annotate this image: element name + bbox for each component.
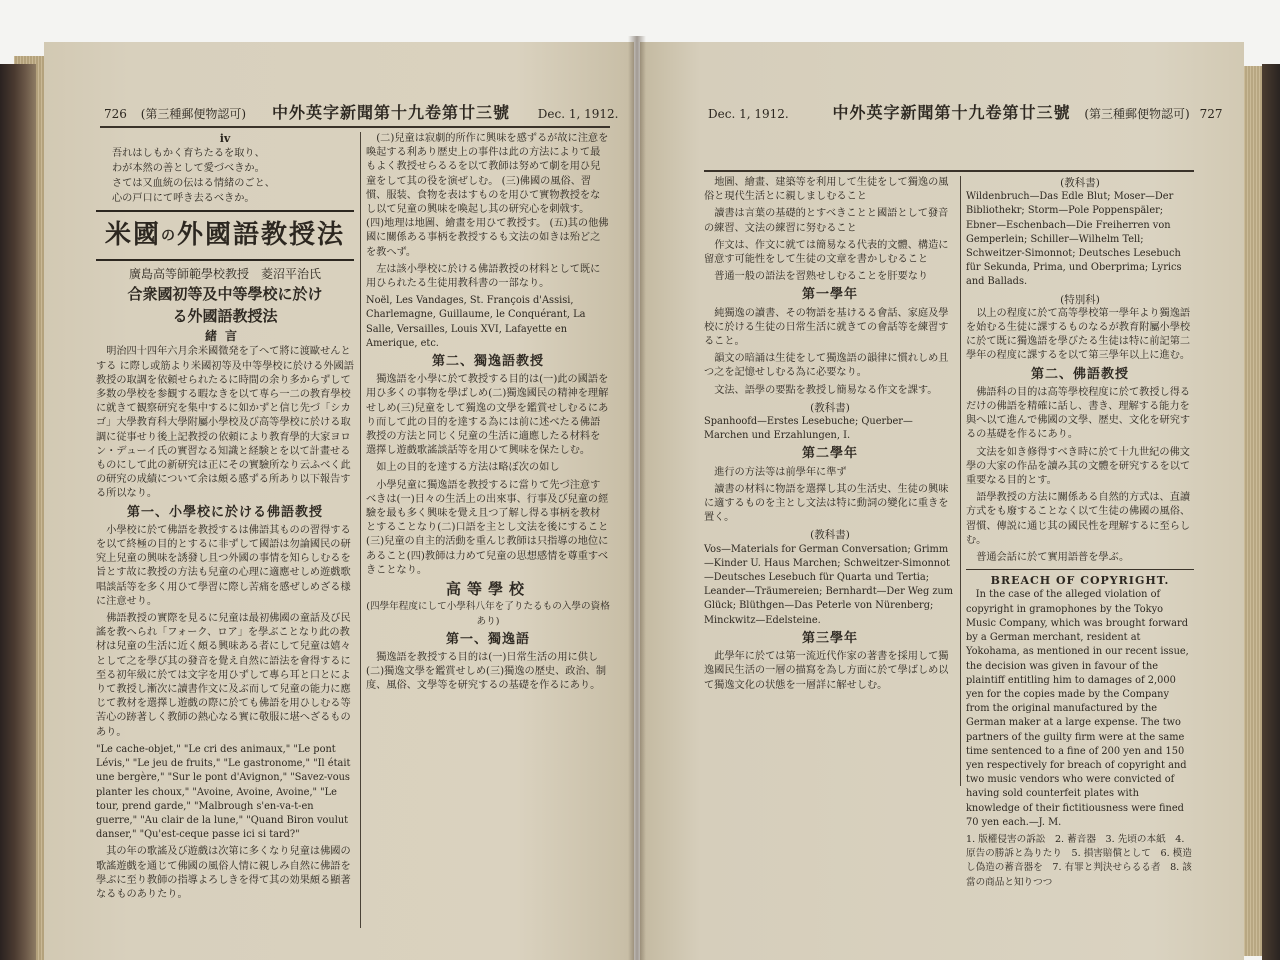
paragraph: 讀書の材料に物語を選擇し其の生活史、生徒の興味に適するものを主とし文法は特に動詞の變化に重きを置く。 <box>704 483 949 524</box>
article-title <box>96 210 354 261</box>
paragraph: 地圖、繪畫、建築等を利用して生徒をして獨逸の風俗と現代生活とに親しましむること <box>704 177 949 203</box>
subtitle-line-1: 合衆國初等及中等學校に於け <box>127 285 323 304</box>
paragraph: 純獨逸の讀書、その物語を基けるる會話、家庭及學校に於ける生徒の日常生活に就きての會話等を練習すること。 <box>704 307 949 348</box>
left-column-2 <box>366 132 610 940</box>
right-column-2 <box>966 176 1194 888</box>
textbook-heading: (教科書) <box>1060 177 1100 189</box>
book-gutter <box>628 36 646 960</box>
section-heading: 第一、獨逸語 <box>445 631 530 647</box>
left-column-divider <box>360 132 361 928</box>
right-page-header <box>708 102 1223 124</box>
title-part2: 外國語教授法 <box>177 220 346 251</box>
section-heading: 第一、小學校に於ける佛語教授 <box>126 504 323 520</box>
section-heading: 第二、獨逸語教授 <box>431 354 544 370</box>
title-particle: の <box>161 228 177 245</box>
right-column-divider <box>960 176 961 786</box>
textbook-heading: (教科書) <box>810 401 850 414</box>
breach-paragraph: In the case of the alleged violation of copyright in gramophones by the Tokyo Music Company, which was brought forward by a German merchant, resident at Yokohama, as mentioned in our recent issue, the decision was given in favour of the plaintiff entitling him to damages of 2,000 yen for the copies made by the Company from the original manufactured by the German maker at a large expense. The two partners of the guilty firm were at the same time sentenced to a fine of 200 yen and 150 yen respectively for breach of copyright and two music vendors who were convicted of having sold counterfeit plates with knowledge of their fictitiousness were fined 70 yen each.—J. M. <box>966 589 1189 828</box>
french-songs-list: "Le cache-objet," "Le cri des animaux," "Le pont Lévis," "Le jeu de fruits," "Le gastronome," "Il était une bergère," "Sur le pont d'Avignon," "Savez-vous planter les choux," "Avoine, Avoine, Avoine," "Le tour, prend garde," "Malbrough s'en-va-t-en guerre," "Au clair de la lune," "Quand Biron voulut danser," "Qu'est-ceque passe ici si tard?" <box>96 743 351 841</box>
paragraph: 如上の目的を達する方法は略ぼ次の如し <box>376 462 560 474</box>
french-readers-list: Noël, Les Vandages, St. François d'Assisi, Charlemagne, Guillaume, le Conquérant, La Salle, Versailles, Louis XVI, Lafayette en Amerique, etc. <box>366 295 586 349</box>
subtitle-line-2: る外國語教授法 <box>172 307 278 326</box>
paragraph: 佛語教授の實際を見るに兒童は最初佛國の童話及び民謠を教へられ「フォーク、ロア」を學ぶことなり此の教材は兒童の生活に近く頗る興味ある者にして兒童は嬉々として之を學び其の發音を覺え自然に語法を會得するに至る初年級に於ては文字を用ひずして專ら耳と口とによりて教授し漸次に讀書作文に及ぶ而して兒童の能力に應じて教材を選擇し遊戲の際に於ても佛語を用ひしむる等苦心の跡著しく教師の熱心なる實に敬服に堪へざるものあり。 <box>96 613 351 738</box>
paragraph: 小學校に於て佛語を教授するは佛語其ものの習得するを以て終極の目的とするに非ずして國語は勿論國民の研究上兒童の興味を誘發し且つ外國の事情を知らしむるを旨とす故に教授の方法も兒童の心理に適應せしめ遊戲歌唱談話等を多く用ひて學習に際し苦痛を感ぜしめざる様に注意せり。 <box>96 524 351 607</box>
paragraph: 普通会話に於て實用語普を學ぶ。 <box>976 552 1130 564</box>
paragraph: 左は該小學校に於ける佛語教授の材料として既に用ひられたる生徒用教科書の一部なり。 <box>366 263 601 290</box>
intro-paragraph: 明治四十四年六月余米國微発を了へて將に渡歐せんとする に際し或筋より米國初等及中等學校に於ける外國語教授の取調を依頼せられたるに時間の余り多からずして多数の學校を参観する暇なきを以て専ら一二の教育學校に就きて観察研究を集中するに如かずと信じ先づ「シカゴ」大學教育科大學附屬小學校及び高等學校に於ける取調に従事せり後上記教授の依頼により教育學的大家ヨロン・デューイ氏の實習なる知識と経験とを以て計畫せるものにして此の新研究は正にその實驗所なり云ふべく此の研究の成績について余は頗る感ずる所あり以下報告する所以なり。 <box>96 346 354 500</box>
section-heading: 第一學年 <box>801 287 858 303</box>
right-journal-title: 中外英字新聞第十九卷第廿三號 <box>832 103 1071 122</box>
textbook-heading: (教科書) <box>810 529 850 542</box>
textbook-list: Vos—Materials for German Conversation; Grimm—Kinder U. Haus Marchen; Schweitzer-Simonnot—Deutsches Lesebuch für Quarta und Tertia; Leander—Träumereien; Bernhardt—Der Weg zum Glück; Blüthgen—Das Peterle von Nürenberg; Minckwitz—Edelsteine. <box>704 543 954 626</box>
left-page-number: 726 <box>104 107 127 121</box>
poem-line: わが本然の善として愛づべきか。 <box>112 163 265 175</box>
poem-marker: iv <box>219 132 231 145</box>
section-heading: 第二、佛語教授 <box>1030 366 1129 382</box>
left-column-1 <box>96 132 354 940</box>
textbook-list: Wildenbruch—Das Edle Blut; Moser—Der Bibliothekr; Storm—Pole Poppenspäler; Ebner—Eschenbach—Die Freiherren von Gemperlein; Schiller—Wilhelm Tell; Schweitzer-Simonnot; Deutsches Lesebuch für Sekunda, Prima, und Oberprima; Lyrics and Ballads. <box>966 191 1182 288</box>
paragraph: 文法、語學の要點を教授し簡易なる作文を課す。 <box>714 384 938 396</box>
right-page-number: 727 <box>1199 107 1223 121</box>
right-column-1 <box>704 176 956 776</box>
section-heading: 第二學年 <box>801 446 858 462</box>
paragraph: 作文は、作文に就ては簡易なる代表的文體、構造に留意す可能性をして生徒の文章を書かしむること <box>704 239 949 266</box>
section-heading: 高等學校 <box>445 580 530 599</box>
paragraph: 進行の方法等は前學年に準ず <box>714 466 847 478</box>
paragraph: 文法を如き修得すべき時に於て十九世紀の佛文學の大家の作品を讀み其の文體を研究するを以て重要なる目的とす。 <box>966 446 1191 487</box>
textbook-list: Spanhoofd—Erstes Lesebuche; Querber—Marchen und Erzahlungen, I. <box>704 416 913 442</box>
left-date: Dec. 1, 1912. <box>537 107 619 121</box>
poem <box>96 146 354 206</box>
paragraph: 韻文の暗誦は生徒をして獨逸語の韻律に慣れしめ且つ之を記憶せしむる為に必要なり。 <box>704 353 949 379</box>
paragraph: 普通一般の語法を習熟せしむることを肝要なり <box>714 271 929 283</box>
byline: 廣島高等師範學校教授 菱沼平治氏 <box>128 267 321 282</box>
paragraph: 獨逸語を小學に於て教授する目的は(一)此の國語を用ひ多くの事物を學ばしめ(二)獨逸國民の精神を理解せしめ(三)兒童をして獨逸の文學を鑑賞せしむるにあり而して此の目的を達する為には前に述べたる佛語教授の方法と同じく兒童の生活に適應したる材料を選擇し遊戲歌謠談話等を用ひて興味を保たしむ。 <box>366 374 609 457</box>
right-header-rule <box>704 170 1194 172</box>
breach-title: BREACH OF COPYRIGHT. <box>990 574 1170 588</box>
admission-note: (四學年程度にして小學科八年を了りたるもの入學の資格あり) <box>366 601 610 627</box>
paragraph: 其の年の歌謠及び遊戲は次第に多くなり兒童は佛國の歌謠遊戲を通じて佛國の風俗人情に親しみ自然に佛語を學ぶに至り教師の指導よろしきを得て其の効果頗る顯著なるものありたり。 <box>96 846 351 900</box>
left-journal-title: 中外英字新聞第十九卷第廿三號 <box>271 103 510 122</box>
poem-line: さては又血統の伝はる情緒のごと、 <box>112 178 275 190</box>
paragraph: 佛語科の目的は高等學校程度に於て教授し得るだけの佛語を精確に話し、書き、理解する能力を與へ以て進んで佛國の文學、歴史、文化を研究するの基礎を作るにあり。 <box>966 386 1191 441</box>
right-cover <box>1262 64 1280 960</box>
poem-line: 心の戸口にて呼き去るべきか。 <box>112 193 255 205</box>
poem-line: 吾れはしもかく育ちたるを取り、 <box>112 148 265 160</box>
paragraph: 獨逸語を教授する目的は(一)日常生活の用に供し(二)獨逸文學を鑑賞せしめ(三)獨逸の歴史、政治、制度、風俗、文學等を研究するの基礎を作るにあり。 <box>366 651 607 692</box>
paragraph: 讀書は言葉の基礎的とすべきことと國語として發音の練習、文法の練習に努むること <box>704 208 949 234</box>
left-permit: (第三種郵便物認可) <box>140 107 247 121</box>
paragraph: 語學教授の方法に關係ある自然的方式は、直讀方式をも廢することなく以て生徒の佛國の風俗、習慣、傳説に通じ其の國民性を理解するに至らしむ。 <box>966 492 1191 546</box>
paragraph: 此學年に於ては第一流近代作家の著書を採用して獨逸國民生活の一層の描寫を為し方面に於て學ばしめ以て獨逸文化の状態を一層詳に解せしむ。 <box>704 651 949 691</box>
paragraph: 小學兒童に獨逸語を教授するに當りて先づ注意すべきは(一)日々の生活上の出來事、行事及び兒童の經驗を最も多く興味を覺え且つ了解し得る事柄を教材とすることなり(二)口語を主とし文法を後にすること(三)兒童の自主的活動を重んじ教師は只指導の地位にあること(四)教師は力めて兒童の思想感情を尊重すべきことなり。 <box>366 479 609 576</box>
special-course-heading: (特別科) <box>1060 293 1100 306</box>
vocabulary-notes: 1. 版權侵害の訴訟 2. 蓄音器 3. 先頃の本紙 4. 原告の勝訴と為りたり 5. 損害賠償として 6. 模造し偽造の蓄音器を 7. 有罪と判決せらるる者 8. 該當の商品と知りつつ <box>966 833 1192 888</box>
paragraph: (二)兒童は寂劇的所作に興味を感ずるが故に注意を喚起する利あり歴史上の事件は此の方法によりて最もよく教授せらるるを以て教師は努めて劇を用ひ兒童をして其の役を演ぜしむ。 (三)佛國の風俗、習慣、服装、食物を表はすものを用ひて實物教授をなし以て兒童の興味を喚起し其の研究心を刺戟す。 (四)地理は地圖、繪畫を用ひて教授す。 (五)其の他佛國に關係ある事柄を教授するも文法の如きは殆ど之を教へず。 <box>366 133 609 258</box>
section-heading: 第三學年 <box>801 630 858 646</box>
left-cover <box>0 64 36 960</box>
preface-heading: 緒言 <box>204 329 245 344</box>
left-page-header <box>104 102 619 124</box>
left-header-rule <box>100 126 610 128</box>
right-date: Dec. 1, 1912. <box>708 107 789 121</box>
right-permit: (第三種郵便物認可) <box>1084 107 1190 121</box>
title-part1: 米國 <box>104 220 161 251</box>
paragraph: 以上の程度に於て高等學校第一學年より獨逸語を始むる生徒に課するものなるが教育附屬小學校に於て既に獨逸語を學びたる生徒は特に前記第二學年の程度に課するを以て第三學年以上に進む。 <box>966 307 1191 362</box>
